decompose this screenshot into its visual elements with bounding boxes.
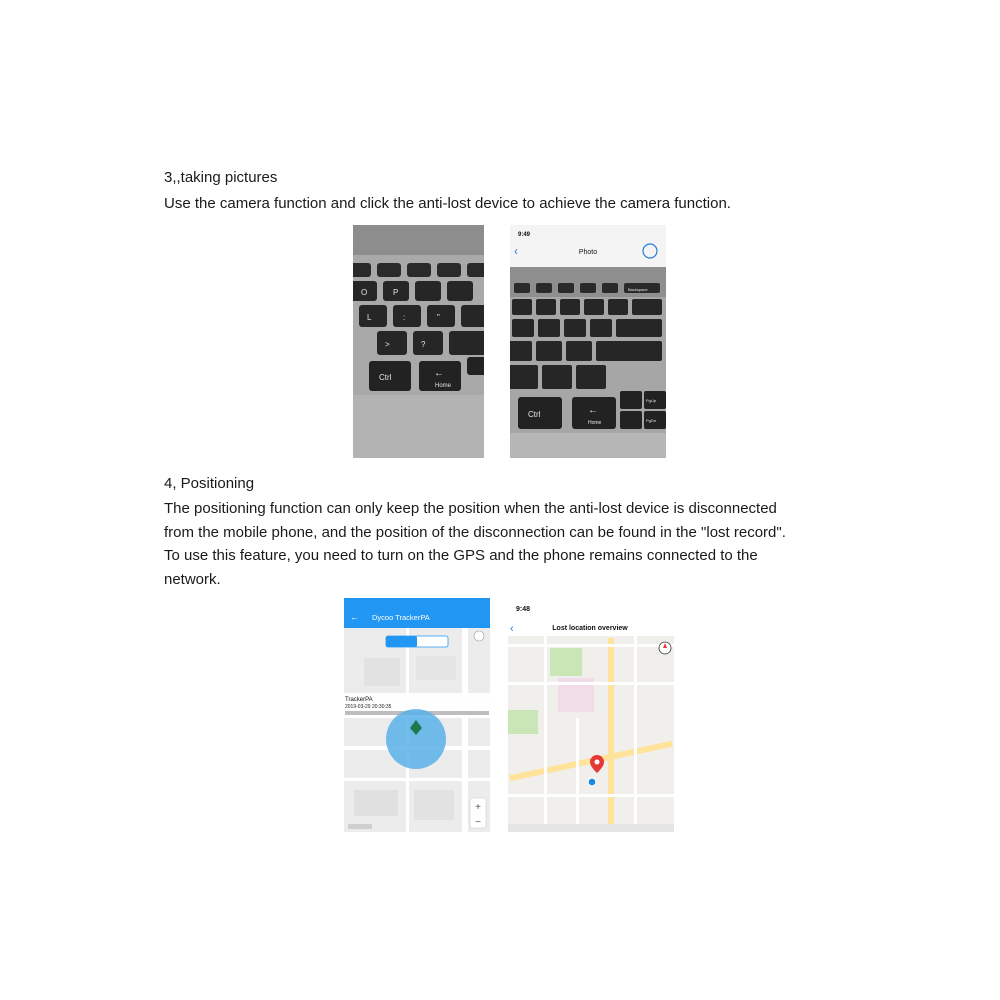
tracker-app-title: Dycoo TrackerPA bbox=[372, 613, 430, 622]
svg-text:": " bbox=[437, 313, 440, 322]
lost-screen-title: Lost location overview bbox=[552, 625, 628, 632]
pgdn-key-label: PgDn bbox=[646, 418, 657, 423]
locate-icon[interactable] bbox=[474, 631, 484, 641]
section-3-body: Use the camera function and click the anti-lost device to achieve the camera function. bbox=[164, 195, 731, 212]
device-name: TrackerPA bbox=[345, 697, 373, 703]
location-radius bbox=[386, 709, 446, 769]
svg-text:L: L bbox=[367, 313, 372, 322]
lost-status-time: 9:48 bbox=[516, 606, 531, 613]
svg-text:←: ← bbox=[588, 405, 598, 416]
home-key-label: Home bbox=[435, 383, 452, 389]
svg-text:O: O bbox=[361, 288, 368, 297]
section-4-line-3: To use this feature, you need to turn on the GPS and the phone remains connected to the bbox=[164, 547, 758, 564]
svg-text::: : bbox=[403, 313, 406, 322]
svg-text:Ctrl: Ctrl bbox=[528, 410, 541, 419]
svg-text:P: P bbox=[393, 288, 399, 297]
tracker-back-icon[interactable]: ← bbox=[350, 612, 359, 622]
device-timestamp: 2019-03-29 20:30:35 bbox=[345, 704, 392, 710]
keyboard-photo-left bbox=[353, 225, 484, 458]
zoom-in-button[interactable]: + bbox=[475, 802, 481, 813]
pgup-key-label: PgUp bbox=[646, 398, 657, 403]
lost-location-screen bbox=[508, 598, 674, 832]
svg-text:?: ? bbox=[421, 340, 426, 349]
section-4-line-4: network. bbox=[164, 570, 221, 588]
camera-screen-title: Photo bbox=[578, 249, 598, 256]
current-location-icon bbox=[588, 778, 596, 786]
map-logo bbox=[348, 824, 372, 829]
svg-text:Home: Home bbox=[588, 420, 602, 426]
section-4-line-2: from the mobile phone, and the position of the disconnection can be found in the "lost record". bbox=[164, 523, 786, 541]
backspace-key-label: Backspace bbox=[628, 287, 648, 292]
camera-screen-photo bbox=[510, 225, 666, 458]
camera-status-time: 9:49 bbox=[518, 232, 531, 238]
tracker-map-screen bbox=[344, 598, 490, 832]
map-park-area bbox=[550, 648, 582, 676]
svg-text:←: ← bbox=[434, 368, 444, 379]
camera-back-icon[interactable]: ‹ bbox=[514, 244, 518, 258]
lost-back-icon[interactable]: ‹ bbox=[510, 623, 514, 635]
zoom-out-button[interactable]: − bbox=[475, 817, 481, 828]
ctrl-key-label: Ctrl bbox=[379, 373, 392, 382]
map-mode-option-1[interactable] bbox=[386, 636, 417, 647]
svg-text:>: > bbox=[385, 340, 390, 349]
section-4-line-1: The positioning function can only keep the position when the anti-lost device is disconnected bbox=[164, 500, 777, 517]
section-4-heading: 4, Positioning bbox=[164, 475, 255, 492]
section-3-heading: 3,,taking pictures bbox=[164, 169, 278, 186]
